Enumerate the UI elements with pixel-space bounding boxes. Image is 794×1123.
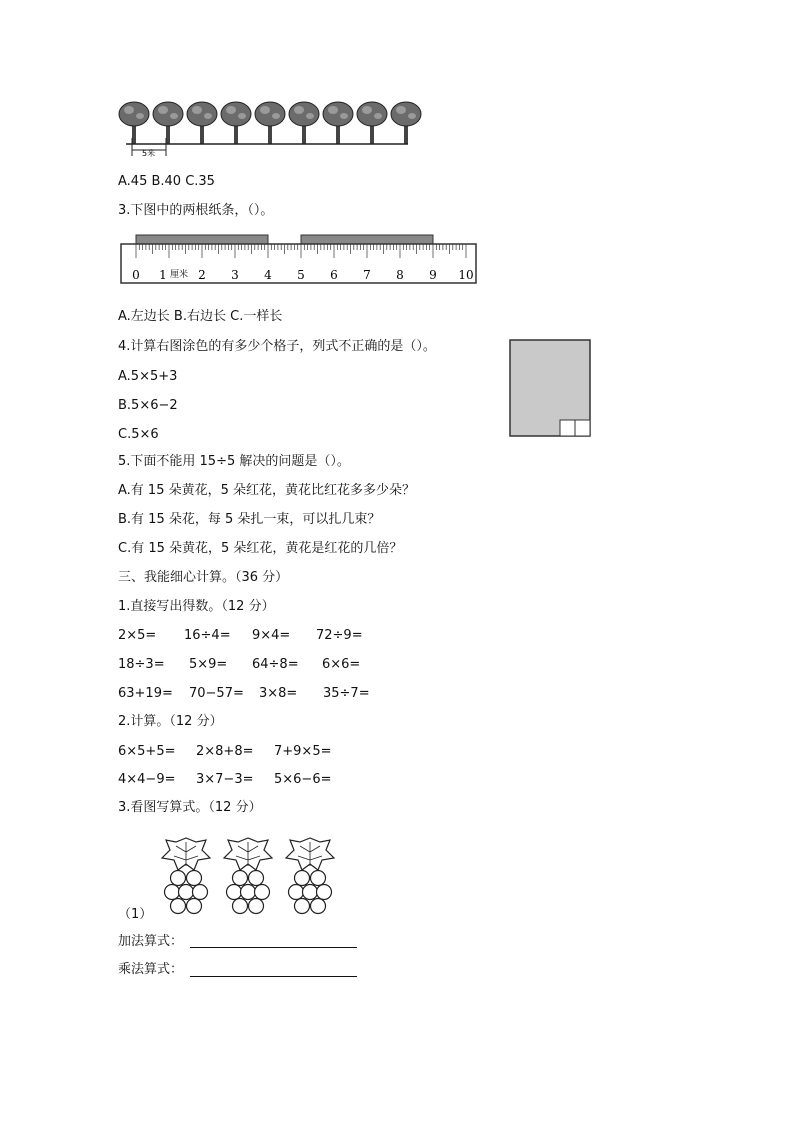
calc-item: 5×6−6= bbox=[274, 772, 332, 787]
q5-option-c: C.有 15 朵黄花，5 朵红花，黄花是红花的几倍？ bbox=[118, 541, 403, 556]
ruler-tick-label: 3 bbox=[231, 268, 239, 282]
tree-row-figure bbox=[118, 98, 430, 160]
tree-icon bbox=[391, 102, 421, 144]
q4-option-a: A.5×5+3 bbox=[118, 369, 178, 384]
q3-question: 3.下图中的两根纸条，（）。 bbox=[118, 203, 274, 218]
addition-label: 加法算式： bbox=[118, 934, 184, 949]
sub-question-1: （1） bbox=[118, 907, 153, 922]
addition-answer-blank[interactable] bbox=[190, 946, 357, 948]
part2-title: 2.计算。（12 分） bbox=[118, 714, 223, 729]
calc-item: 6×5+5= bbox=[118, 744, 176, 759]
calc-item: 9×4= bbox=[252, 628, 291, 643]
grape-bunch-icon bbox=[286, 838, 334, 914]
grape-bunch-icon bbox=[224, 838, 272, 914]
calc-item: 72÷9= bbox=[316, 628, 363, 643]
ruler-figure bbox=[118, 233, 480, 287]
ruler-tick-label: 2 bbox=[198, 268, 206, 282]
tree-icon bbox=[153, 102, 183, 144]
ruler-tick-label: 6 bbox=[330, 268, 338, 282]
calc-item: 6×6= bbox=[322, 657, 361, 672]
multiplication-answer-blank[interactable] bbox=[190, 975, 357, 977]
ruler-tick-label: 8 bbox=[396, 268, 404, 282]
calc-item: 70−57= bbox=[189, 686, 244, 701]
q4-option-b: B.5×6−2 bbox=[118, 398, 178, 413]
q5-question: 5.下面不能用 15÷5 解决的问题是（）。 bbox=[118, 454, 350, 469]
calc-row bbox=[118, 744, 332, 760]
ruler-tick-label: 5 bbox=[297, 268, 305, 282]
ruler-tick-label: 7 bbox=[363, 268, 371, 282]
calc-item: 35÷7= bbox=[323, 686, 370, 701]
calc-item: 3×7−3= bbox=[196, 772, 254, 787]
ruler-tick-label: 9 bbox=[429, 268, 437, 282]
calc-row bbox=[118, 628, 363, 644]
calc-item: 4×4−9= bbox=[118, 772, 176, 787]
tree-icon bbox=[187, 102, 217, 144]
calc-item: 18÷3= bbox=[118, 657, 165, 672]
q2-options: A.45 B.40 C.35 bbox=[118, 174, 215, 189]
distance-label: 5米 bbox=[142, 149, 156, 158]
tree-icon bbox=[323, 102, 353, 144]
calc-item: 64÷8= bbox=[252, 657, 299, 672]
part1-title: 1.直接写出得数。（12 分） bbox=[118, 599, 275, 614]
tree-icon bbox=[357, 102, 387, 144]
ruler-tick-label: 1 bbox=[159, 268, 167, 282]
q3-options: A.左边长 B.右边长 C.一样长 bbox=[118, 309, 283, 324]
tree-icon bbox=[289, 102, 319, 144]
ruler-unit-label: 厘米 bbox=[170, 270, 189, 280]
calc-row bbox=[118, 686, 370, 702]
grapes-figure bbox=[154, 832, 360, 922]
calc-row bbox=[118, 772, 332, 788]
calc-item: 2×8+8= bbox=[196, 744, 254, 759]
q5-option-b: B.有 15 朵花，每 5 朵扎一束，可以扎几束？ bbox=[118, 512, 381, 527]
calc-item: 16÷4= bbox=[184, 628, 231, 643]
tree-icon bbox=[119, 102, 149, 144]
multiplication-label: 乘法算式： bbox=[118, 962, 184, 977]
shaded-grid-figure bbox=[508, 338, 592, 438]
calc-item: 3×8= bbox=[259, 686, 298, 701]
tree-icon bbox=[255, 102, 285, 144]
q4-option-c: C.5×6 bbox=[118, 427, 159, 442]
ruler-tick-label: 4 bbox=[264, 268, 272, 282]
ruler-tick-label: 0 bbox=[132, 268, 140, 282]
tree-icon bbox=[221, 102, 251, 144]
part3-title: 3.看图写算式。（12 分） bbox=[118, 800, 262, 815]
calc-item: 2×5= bbox=[118, 628, 157, 643]
q4-question: 4.计算右图涂色的有多少个格子，列式不正确的是（）。 bbox=[118, 339, 436, 354]
section3-title: 三、我能细心计算。（36 分） bbox=[118, 570, 289, 585]
ruler-tick-label: 10 bbox=[458, 268, 474, 282]
calc-item: 7+9×5= bbox=[274, 744, 332, 759]
q5-option-a: A.有 15 朵黄花，5 朵红花，黄花比红花多多少朵？ bbox=[118, 483, 416, 498]
calc-row bbox=[118, 657, 360, 673]
calc-item: 5×9= bbox=[189, 657, 228, 672]
grape-bunch-icon bbox=[162, 838, 210, 914]
calc-item: 63+19= bbox=[118, 686, 173, 701]
